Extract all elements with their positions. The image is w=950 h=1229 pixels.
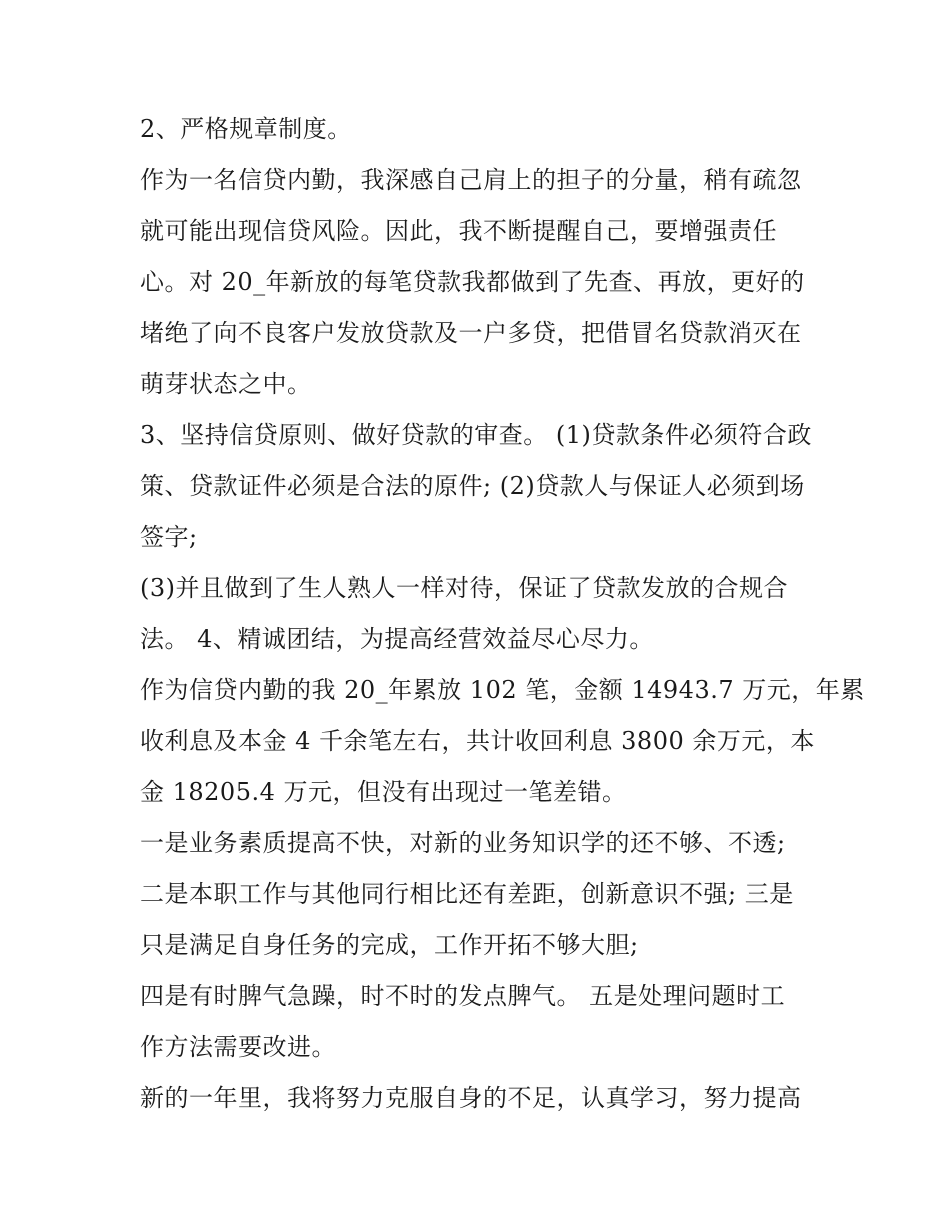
text-line: 2、严格规章制度。: [140, 115, 352, 143]
text-line: 就可能出现信贷风险。因此，我不断提醒自己，要增强责任: [140, 217, 777, 245]
text-line: 只是满足自身任务的完成，工作开拓不够大胆;: [140, 931, 639, 959]
text-line: 作为一名信贷内勤，我深感自己肩上的担子的分量，稍有疏忽: [140, 166, 802, 194]
text-line: 作方法需要改进。: [140, 1033, 336, 1061]
text-line: 新的一年里，我将努力克服自身的不足，认真学习，努力提高: [140, 1084, 802, 1112]
text-line: 法。 4、精诚团结，为提高经营效益尽心尽力。: [140, 625, 654, 653]
text-line: 3、坚持信贷原则、做好贷款的审查。 (1)贷款条件必须符合政: [140, 421, 812, 449]
text-line: 堵绝了向不良客户发放贷款及一户多贷，把借冒名贷款消灭在: [140, 319, 802, 347]
text-line: 收利息及本金 4 千余笔左右，共计收回利息 3800 余万元，本: [140, 727, 815, 755]
text-line: 签字;: [140, 523, 198, 551]
text-line: 策、贷款证件必须是合法的原件; (2)贷款人与保证人必须到场: [140, 472, 805, 500]
text-line: 作为信贷内勤的我 20_年累放 102 笔，金额 14943.7 万元，年累: [140, 676, 865, 704]
text-line: 金 18205.4 万元，但没有出现过一笔差错。: [140, 778, 627, 806]
text-line: 心。对 20_年新放的每笔贷款我都做到了先查、再放，更好的: [140, 268, 805, 296]
text-line: 一是业务素质提高不快，对新的业务知识学的还不够、不透;: [140, 829, 786, 857]
text-line: (3)并且做到了生人熟人一样对待，保证了贷款发放的合规合: [140, 574, 788, 602]
document-body: [140, 104, 865, 1124]
text-line: 四是有时脾气急躁，时不时的发点脾气。 五是处理问题时工: [140, 982, 786, 1010]
text-line: 二是本职工作与其他同行相比还有差距，创新意识不强; 三是: [140, 880, 794, 908]
text-line: 萌芽状态之中。: [140, 370, 312, 398]
